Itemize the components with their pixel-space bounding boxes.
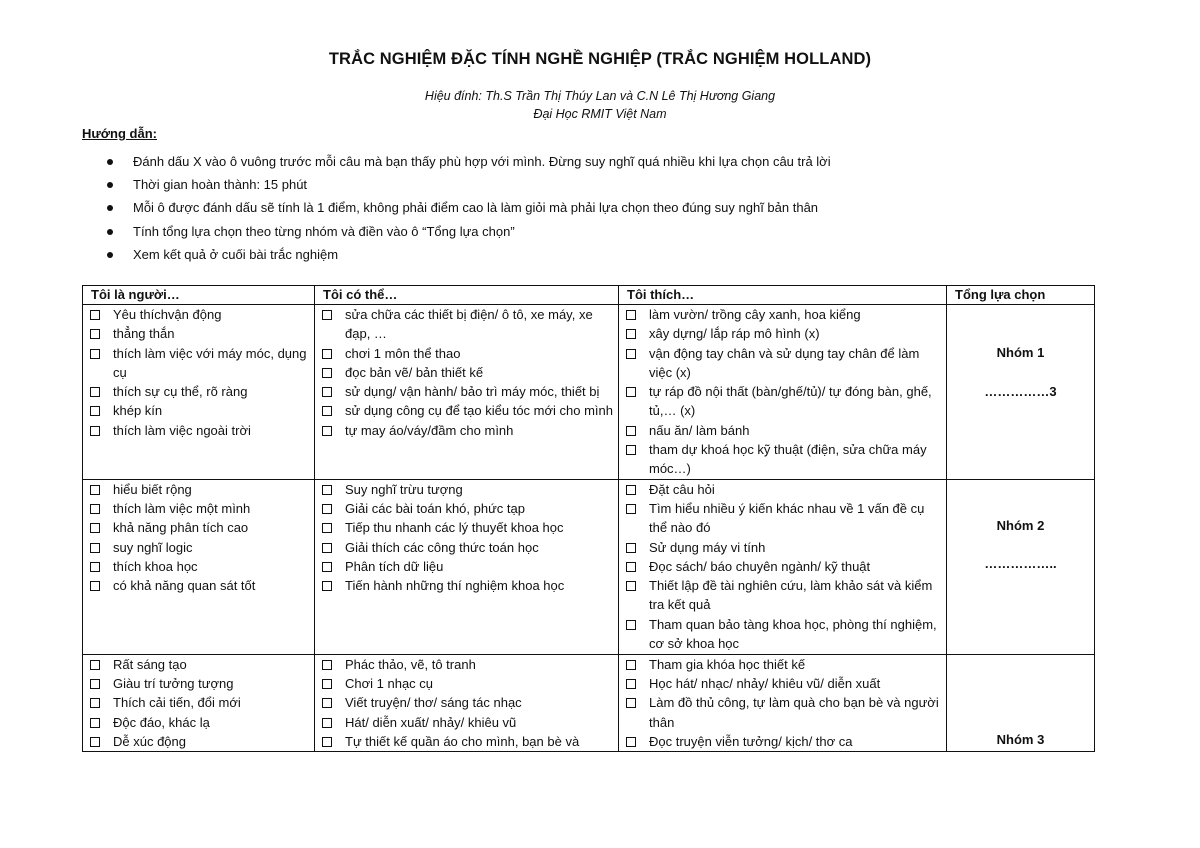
group-row-1 [83, 305, 1095, 480]
checklist-item [623, 655, 942, 674]
checklist-item [623, 538, 942, 557]
checklist-item [87, 480, 310, 499]
checkbox[interactable] [322, 368, 332, 378]
checkbox[interactable] [626, 679, 636, 689]
checklist-item [319, 576, 614, 595]
checklist-item-label: khả năng phân tích cao [113, 520, 249, 536]
checklist-item-label: Giải các bài toán khó, phức tạp [345, 500, 525, 516]
group-3-col-2 [315, 654, 619, 751]
checkbox[interactable] [626, 349, 636, 359]
checkbox[interactable] [90, 581, 100, 591]
checkbox[interactable] [90, 310, 100, 320]
checkbox[interactable] [90, 562, 100, 572]
group-3-col-1 [83, 654, 315, 751]
checklist-item [319, 518, 614, 537]
checklist-item-label: Tiến hành những thí nghiệm khoa học [345, 578, 565, 594]
page-title: TRẮC NGHIỆM ĐẶC TÍNH NGHỀ NGHIỆP (TRẮC NGHIỆM HOLLAND) [328, 50, 872, 68]
checklist-item [319, 732, 614, 751]
checkbox[interactable] [626, 387, 636, 397]
checklist-item-label: chơi 1 môn thể thao [345, 345, 461, 361]
checkbox[interactable] [322, 426, 332, 436]
checklist-item-label: Đặt câu hỏi [649, 481, 715, 497]
checkbox[interactable] [322, 523, 332, 533]
checklist-item [87, 713, 310, 732]
checklist-item-label: Hát/ diễn xuất/ nhảy/ khiêu vũ [345, 714, 517, 730]
checklist-item [319, 674, 614, 693]
checkbox[interactable] [90, 718, 100, 728]
checklist-item-label: Độc đáo, khác lạ [113, 714, 210, 730]
checklist-item [87, 324, 310, 343]
checklist-item [87, 538, 310, 557]
checklist-item-label: tự may áo/váy/đầm cho mình [345, 422, 514, 438]
bullet-icon [107, 159, 113, 165]
header-i-am: Tôi là người… [83, 286, 315, 305]
checklist-item-label: xây dựng/ lắp ráp mô hình (x) [649, 326, 820, 342]
checklist-item-label: Tiếp thu nhanh các lý thuyết khoa học [345, 520, 564, 536]
checkbox[interactable] [90, 679, 100, 689]
group-row-2 [83, 479, 1095, 654]
checklist-item [319, 344, 614, 363]
checklist-item-label: Dễ xúc động [113, 733, 186, 749]
checklist-item-label: suy nghĩ logic [113, 539, 193, 555]
checklist-item-label: hiểu biết rộng [113, 481, 192, 497]
checkbox[interactable] [322, 485, 332, 495]
checklist-item-label: tự ráp đồ nội thất (bàn/ghế/tủ)/ tự đóng bàn, ghế, tủ,… (x) [649, 384, 932, 419]
checkbox[interactable] [90, 698, 100, 708]
checklist-item [319, 713, 614, 732]
checkbox[interactable] [90, 426, 100, 436]
checklist-item [623, 382, 942, 421]
checklist-item [319, 305, 614, 344]
checklist-item-label: có khả năng quan sát tốt [113, 578, 256, 594]
checkbox[interactable] [322, 504, 332, 514]
group-row-3 [83, 654, 1095, 751]
checkbox[interactable] [626, 310, 636, 320]
checklist-item [319, 693, 614, 712]
checklist-item-label: thích khoa học [113, 558, 198, 574]
checkbox[interactable] [322, 387, 332, 397]
checklist-item [319, 480, 614, 499]
checkbox[interactable] [626, 562, 636, 572]
checklist-item-label: thích sự cụ thể, rõ ràng [113, 384, 248, 400]
checklist-item [319, 538, 614, 557]
group-1-col-1 [83, 305, 315, 480]
checklist-item [623, 305, 942, 324]
checklist-item [87, 655, 310, 674]
checkbox[interactable] [90, 737, 100, 747]
checkbox[interactable] [626, 543, 636, 553]
checklist-item-label: làm vườn/ trồng cây xanh, hoa kiểng [649, 307, 861, 322]
checklist-item-label: Giàu trí tưởng tượng [113, 675, 234, 691]
checklist-item [623, 576, 942, 615]
checklist-item [623, 480, 942, 499]
guide-list [82, 150, 831, 266]
checklist-item-label: vận động tay chân và sử dụng tay chân để làm việc (x) [649, 345, 920, 380]
checklist-item-label: Yêu thíchvận động [113, 307, 222, 322]
group-name: Nhóm 3 [996, 731, 1045, 747]
checklist-item-label: Tham gia khóa học thiết kế [649, 656, 806, 672]
header-total: Tổng lựa chọn [947, 286, 1095, 305]
checklist-item-label: thích làm việc với máy móc, dụng cụ [113, 345, 307, 380]
header-i-like: Tôi thích… [619, 286, 947, 305]
guide-item: Thời gian hoàn thành: 15 phút [82, 173, 831, 196]
checklist-item-label: Giải thích các công thức toán học [345, 539, 539, 555]
checklist-item [319, 382, 614, 401]
checkbox[interactable] [626, 737, 636, 747]
checklist-item [87, 344, 310, 383]
checkbox[interactable] [90, 329, 100, 339]
checkbox[interactable] [90, 504, 100, 514]
checkbox[interactable] [322, 310, 332, 320]
checklist-item-label: Thiết lập đề tài nghiên cứu, làm khảo sát và kiểm tra kết quả [649, 578, 933, 613]
checkbox[interactable] [322, 581, 332, 591]
checklist-item-label: Suy nghĩ trừu tượng [345, 481, 463, 497]
guide-item: Đánh dấu X vào ô vuông trước mỗi câu mà bạn thấy phù hợp với mình. Đừng suy nghĩ quá nhiều khi lựa chọn câu trả lời [82, 150, 831, 173]
group-name: Nhóm 1 [996, 345, 1045, 360]
organization-line: Đại Học RMIT Việt Nam [533, 107, 667, 121]
checkbox[interactable] [322, 406, 332, 416]
group-1-col-2 [315, 305, 619, 480]
bullet-icon [107, 182, 113, 188]
checklist-item [623, 324, 942, 343]
group-3-total-cell [947, 654, 1095, 751]
checkbox[interactable] [322, 698, 332, 708]
checklist-item [87, 693, 310, 712]
checklist-item [319, 421, 614, 440]
checklist-item [87, 382, 310, 401]
checkbox[interactable] [626, 426, 636, 436]
checklist-item-label: Làm đồ thủ công, tự làm quà cho bạn bè và người thân [649, 695, 939, 730]
checklist-item-label: Rất sáng tạo [113, 656, 187, 672]
checkbox[interactable] [322, 562, 332, 572]
checklist-item-label: Viết truyện/ thơ/ sáng tác nhạc [345, 695, 522, 711]
checkbox[interactable] [322, 349, 332, 359]
checklist-item-label: sử dụng/ vận hành/ bảo trì máy móc, thiết bị [345, 384, 600, 400]
group-1-total-cell [947, 305, 1095, 480]
group-2-col-3 [619, 479, 947, 654]
checklist-item-label: thẳng thắn [113, 326, 175, 342]
checklist-item [319, 499, 614, 518]
checklist-item [319, 401, 614, 420]
checklist-item-label: Tìm hiểu nhiều ý kiến khác nhau về 1 vấn đề cụ thể nào đó [649, 500, 925, 536]
checklist-item [87, 421, 310, 440]
holland-table [82, 285, 1095, 752]
checkbox[interactable] [90, 387, 100, 397]
guide-item: Mỗi ô được đánh dấu sẽ tính là 1 điểm, không phải điểm cao là làm giỏi mà phải lựa chọn theo đúng suy nghĩ bản thân [82, 196, 831, 219]
checkbox[interactable] [626, 445, 636, 455]
checkbox[interactable] [90, 543, 100, 553]
bullet-icon [107, 205, 113, 211]
checklist-item-label: khép kín [113, 403, 163, 419]
checklist-item-label: Phân tích dữ liệu [345, 558, 444, 574]
checklist-item [87, 305, 310, 324]
checkbox[interactable] [626, 485, 636, 495]
checklist-item-label: Thích cải tiến, đổi mới [113, 695, 241, 711]
checkbox[interactable] [322, 679, 332, 689]
checkbox[interactable] [626, 698, 636, 708]
group-name: Nhóm 2 [996, 517, 1045, 533]
checklist-item-label: nấu ăn/ làm bánh [649, 422, 750, 438]
checklist-item-label: thích làm việc ngoài trời [113, 422, 251, 438]
checkbox[interactable] [626, 581, 636, 591]
checklist-item [319, 557, 614, 576]
checklist-item [87, 401, 310, 420]
guide-item: Tính tổng lựa chọn theo từng nhóm và điền vào ô “Tổng lựa chọn” [82, 220, 831, 243]
checklist-item-label: Tự thiết kế quần áo cho mình, bạn bè và [345, 733, 580, 749]
checklist-item-label: thích làm việc một mình [113, 500, 251, 516]
checkbox[interactable] [626, 504, 636, 514]
checklist-item-label: Phác thảo, vẽ, tô tranh [345, 656, 476, 672]
checklist-item-label: Đọc truyện viễn tưởng/ kịch/ thơ ca [649, 733, 853, 749]
checkbox[interactable] [90, 485, 100, 495]
checklist-item-label: Sử dụng máy vi tính [649, 539, 766, 555]
bullet-icon [107, 229, 113, 235]
editors-line: Hiệu đính: Th.S Trần Thị Thúy Lan và C.N Lê Thị Hương Giang [424, 89, 776, 103]
checklist-item [319, 655, 614, 674]
guide-item: Xem kết quả ở cuối bài trắc nghiệm [82, 243, 831, 266]
bullet-icon [107, 252, 113, 258]
checkbox[interactable] [322, 718, 332, 728]
header-i-can: Tôi có thể… [315, 286, 619, 305]
checklist-item-label: sử dụng công cụ để tạo kiểu tóc mới cho mình [345, 403, 613, 419]
checklist-item-label: Chơi 1 nhạc cụ [345, 675, 434, 691]
group-2-col-1 [83, 479, 315, 654]
group-total-field[interactable]: …………….. [984, 555, 1057, 571]
guide-title: Hướng dẫn: [82, 126, 157, 141]
checkbox[interactable] [322, 660, 332, 670]
group-3-col-3 [619, 654, 947, 751]
table-header-row [83, 286, 1095, 305]
checklist-item [623, 732, 942, 751]
checklist-item [623, 499, 942, 538]
checklist-item [87, 557, 310, 576]
checkbox[interactable] [626, 660, 636, 670]
checklist-item [623, 615, 942, 654]
checklist-item-label: Học hát/ nhạc/ nhảy/ khiêu vũ/ diễn xuất [649, 675, 881, 691]
checkbox[interactable] [626, 620, 636, 630]
checklist-item [623, 421, 942, 440]
checklist-item-label: Đọc sách/ báo chuyên ngành/ kỹ thuật [649, 558, 871, 574]
checkbox[interactable] [626, 329, 636, 339]
checklist-item [87, 674, 310, 693]
checklist-item-label: Tham quan bảo tàng khoa học, phòng thí nghiệm, cơ sở khoa học [649, 616, 937, 652]
group-2-total-cell [947, 479, 1095, 654]
checkbox[interactable] [322, 737, 332, 747]
checklist-item-label: tham dự khoá học kỹ thuật (điện, sửa chữa máy móc…) [649, 442, 927, 477]
checkbox[interactable] [90, 406, 100, 416]
checklist-item [87, 518, 310, 537]
checklist-item-label: đọc bản vẽ/ bản thiết kế [345, 364, 484, 380]
checkbox[interactable] [90, 349, 100, 359]
checklist-item [623, 693, 942, 732]
checklist-item [87, 576, 310, 595]
checkbox[interactable] [90, 660, 100, 670]
group-1-col-3 [619, 305, 947, 480]
group-total-field[interactable]: ……………3 [984, 384, 1057, 399]
checklist-item-label: sửa chữa các thiết bị điện/ ô tô, xe máy, xe đạp, … [345, 307, 593, 342]
checklist-item [623, 344, 942, 383]
group-2-col-2 [315, 479, 619, 654]
checklist-item [623, 674, 942, 693]
checklist-item [319, 363, 614, 382]
checklist-item [623, 557, 942, 576]
checkbox[interactable] [322, 543, 332, 553]
checklist-item [87, 499, 310, 518]
checkbox[interactable] [90, 523, 100, 533]
checklist-item [623, 440, 942, 479]
checklist-item [87, 732, 310, 751]
